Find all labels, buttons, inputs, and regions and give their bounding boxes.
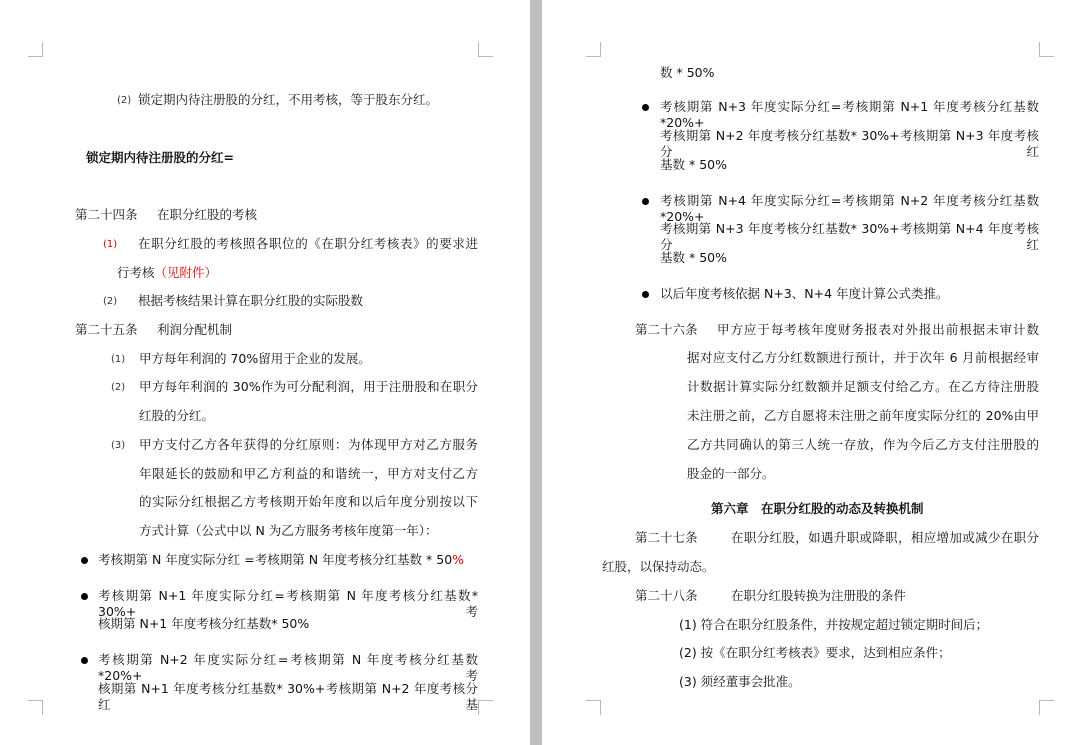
bullet-icon: [81, 593, 88, 600]
formula-line: 以后年度考核依据 N+3、N+4 年度计算公式类推。: [660, 286, 949, 301]
page-separator: [530, 0, 542, 745]
article-title: 在职分红股的考核: [157, 207, 258, 222]
condition-item: (2) 按《在职分红考核表》要求，达到相应条件；: [679, 645, 951, 660]
formula-line: 基数 * 50%: [660, 250, 727, 265]
paragraph-line: 年限延长的鼓励和甲乙方利益的和谐统一，甲方对支付乙方: [139, 466, 478, 481]
formula-line: 考核期第 N+2 年度考核分红基数* 30%+考核期第 N+3 年度考核分红: [660, 128, 1039, 159]
condition-item: (3) 须经董事会批准。: [679, 674, 801, 689]
bullet-icon: [81, 657, 88, 664]
paragraph-line: 甲方应于每考核年度财务报表对外报出前根据未审计数: [717, 322, 1039, 337]
formula-percent: %: [452, 552, 465, 567]
formula-line: 考核期第 N+4 年度实际分红=考核期第 N+2 年度考核分红基数*20%+: [660, 193, 1039, 224]
formula-line: 数 * 50%: [660, 65, 715, 80]
article-title: 在职分红股转换为注册股的条件: [731, 588, 907, 603]
paragraph-line: 股金的一部分。: [687, 466, 775, 481]
article-label: 第二十八条: [635, 588, 698, 603]
paragraph-line: 甲方每年利润的 30%作为可分配利润，用于注册股和在职分: [139, 379, 478, 394]
formula-line: 基数 * 50%: [660, 157, 727, 172]
article-label: 第二十七条: [635, 530, 698, 545]
paragraph-line: 甲方支付乙方各年获得的分红原则：为体现甲方对乙方服务: [139, 437, 478, 452]
paragraph-line: 锁定期内待注册股的分红，不用考核，等于股东分红。: [138, 92, 439, 107]
paragraph-line: 在职分红股，如遇升职或降职，相应增加或减少在职分: [731, 530, 1039, 545]
paragraph-line: 未注册之前，乙方自愿将未注册之前年度实际分红的 20%由甲: [687, 408, 1039, 423]
bullet-icon: [642, 104, 649, 111]
paragraph-line: 乙方共同确认的第三人统一存放，作为今后乙方支付注册股的: [687, 437, 1039, 452]
margin-corner-mark: [28, 700, 43, 715]
article-title: 利润分配机制: [157, 322, 233, 337]
paragraph-line: 据对应支付乙方分红数额进行预计，并于次年 6 月前根据经审: [687, 350, 1039, 365]
list-number: (2): [111, 382, 126, 393]
paragraph-line: 在职分红股的考核照各职位的《在职分红考核表》的要求进: [138, 236, 478, 251]
paragraph-line: 方式计算（公式中以 N 为乙方服务考核年度第一年）：: [139, 523, 438, 538]
margin-corner-mark: [28, 42, 43, 57]
list-number: (2): [103, 296, 118, 307]
paragraph-line: 甲方每年利润的 70%留用于企业的发展。: [139, 351, 371, 366]
list-number: (1): [111, 354, 126, 365]
margin-corner-mark: [1039, 42, 1054, 57]
article-label: 第二十四条: [75, 207, 138, 222]
paragraph-line: 红股的分红。: [139, 408, 215, 423]
list-number: (3): [111, 440, 126, 451]
bullet-icon: [81, 557, 88, 564]
condition-item: (1) 符合在职分红股条件，并按规定超过锁定期时间后；: [679, 617, 989, 632]
formula-line: [98, 552, 464, 568]
formula-line: 考核期第 N+2 年度实际分红=考核期第 N 年度考核分红基数*20%+考: [98, 652, 478, 683]
formula-line: 考核期第 N+3 年度考核分红基数* 30%+考核期第 N+4 年度考核分红: [660, 221, 1039, 252]
paragraph-line: [117, 265, 217, 281]
formula-text: 考核期第 N 年度实际分红 =考核期第 N 年度考核分红基数 * 50: [98, 552, 453, 567]
formula-line: 核期第 N+1 年度考核分红基数* 50%: [98, 616, 310, 631]
section-heading: 锁定期内待注册股的分红=: [86, 150, 234, 165]
paragraph-line: 的实际分红根据乙方考核期开始年度和以后年度分别按以下: [139, 494, 478, 509]
list-number: (2): [117, 95, 132, 106]
margin-corner-mark: [586, 700, 601, 715]
margin-corner-mark: [478, 42, 493, 57]
margin-corner-mark: [586, 42, 601, 57]
list-number: (1): [103, 239, 118, 250]
formula-line: 考核期第 N+1 年度实际分红=考核期第 N 年度考核分红基数* 30%+考: [98, 588, 478, 619]
paragraph-line: 计数据计算实际分红数额并足额支付给乙方。在乙方待注册股: [687, 379, 1039, 394]
chapter-heading: 第六章 在职分红股的动态及转换机制: [711, 501, 924, 516]
margin-corner-mark: [1039, 700, 1054, 715]
bullet-icon: [642, 198, 649, 205]
document-page-right: [542, 0, 1084, 745]
bullet-icon: [642, 291, 649, 298]
paragraph-line: 根据考核结果计算在职分红股的实际股数: [138, 293, 364, 308]
formula-line: 考核期第 N+3 年度实际分红=考核期第 N+1 年度考核分红基数*20%+: [660, 99, 1039, 130]
attachment-note: （见附件）: [154, 265, 218, 280]
article-label: 第二十六条: [635, 322, 698, 337]
paragraph-text: 行考核: [117, 265, 155, 280]
margin-corner-mark: [478, 700, 493, 715]
article-label: 第二十五条: [75, 322, 138, 337]
document-page-left: [0, 0, 530, 745]
paragraph-line: 红股，以保持动态。: [602, 559, 715, 574]
formula-line: 核期第 N+1 年度考核分红基数* 30%+考核期第 N+2 年度考核分红基: [98, 681, 478, 712]
